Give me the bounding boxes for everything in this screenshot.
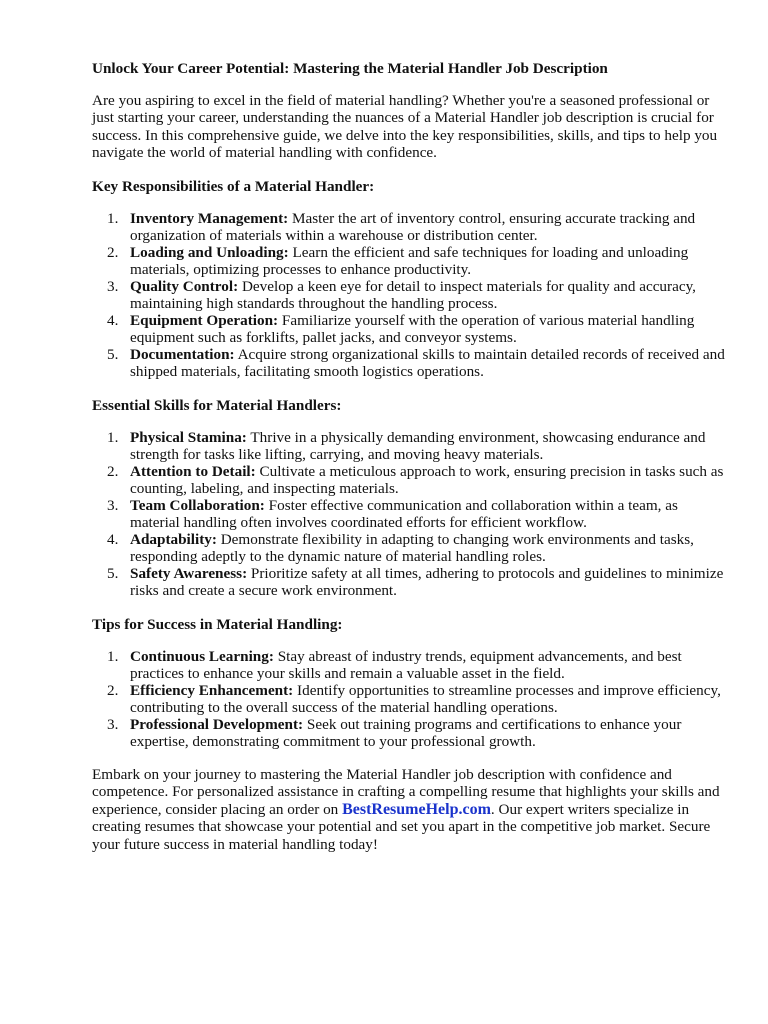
list-item: [92, 244, 728, 278]
list-term: Quality Control:: [130, 278, 239, 295]
list-text: Thrive in a physically demanding environment, showcasing endurance and strength for tasks like lifting, carrying, and moving heavy materials.: [130, 428, 706, 463]
list-term: Loading and Unloading:: [130, 243, 289, 261]
closing-text-before: Embark on your journey to mastering the Material Handler job description with confidence and competence. For personalized assistance in crafting a compelling resume that highlights your skills and experience, consider placing an order on: [92, 766, 720, 818]
list-term: Professional Development:: [130, 715, 304, 733]
list-text: Seek out training programs and certifications to enhance your expertise, demonstrating commitment to your professional growth.: [130, 715, 682, 750]
list-text: Learn the efficient and safe techniques for loading and unloading materials, optimizing processes to enhance productivity.: [130, 243, 689, 278]
list-term: Team Collaboration:: [130, 496, 265, 514]
list-text: Identify opportunities to streamline processes and improve efficiency, contributing to the overall success of the material handling operations.: [130, 681, 721, 716]
list-item: [92, 429, 728, 463]
list-text: Demonstrate flexibility in adapting to changing work environments and tasks, responding adeptly to the dynamic nature of material handling roles.: [130, 531, 694, 566]
list-text: Develop a keen eye for detail to inspect materials for quality and accuracy, maintaining high standards throughout the handling process.: [130, 278, 696, 313]
list-text: Stay abreast of industry trends, equipment advancements, and best practices to enhance your skills and remain a valuable asset in the field.: [130, 647, 682, 682]
page-title: Unlock Your Career Potential: Mastering the Material Handler Job Description: [92, 60, 608, 77]
list-number: 5.: [107, 565, 119, 583]
bestresumehelp-link[interactable]: BestResumeHelp.com: [342, 800, 491, 818]
list-number: 2.: [107, 243, 119, 261]
list-text: Prioritize safety at all times, adhering to protocols and guidelines to minimize risks and create a secure work environment.: [130, 565, 724, 600]
list-item: [92, 463, 728, 497]
tips-list: [92, 648, 728, 751]
skills-heading: Essential Skills for Material Handlers:: [92, 396, 342, 414]
list-term: Equipment Operation:: [130, 312, 279, 330]
list-term: Continuous Learning:: [130, 647, 274, 665]
list-number: 2.: [107, 681, 119, 699]
list-term: Efficiency Enhancement:: [130, 681, 294, 699]
list-item: [92, 531, 728, 565]
list-number: 4.: [107, 312, 119, 330]
intro-paragraph: Are you aspiring to excel in the field of material handling? Whether you're a seasoned professional or just starting your career, understanding the nuances of a Material Handler job description is crucial for success. In this comprehensive guide, we delve into the key responsibilities, skills, and tips to help you navigate the world of material handling with confidence.: [92, 92, 718, 162]
list-item: [92, 312, 728, 346]
responsibilities-list: [92, 210, 728, 381]
list-item: [92, 346, 728, 380]
list-text: Cultivate a meticulous approach to work, ensuring precision in tasks such as counting, labeling, and inspecting materials.: [130, 462, 724, 497]
list-term: Adaptability:: [130, 531, 217, 549]
list-item: [92, 497, 728, 531]
list-item: [92, 716, 728, 750]
list-item: [92, 682, 728, 716]
list-item: [92, 648, 728, 682]
list-number: 3.: [107, 496, 119, 514]
list-item: [92, 565, 728, 599]
responsibilities-heading: Key Responsibilities of a Material Handler:: [92, 177, 375, 195]
list-number: 1.: [107, 647, 119, 665]
list-item: [92, 278, 728, 312]
list-text: Master the art of inventory control, ensuring accurate tracking and organization of materials within a warehouse or distribution center.: [130, 209, 696, 244]
list-text: Acquire strong organizational skills to maintain detailed records of received and shipped materials, facilitating smooth logistics operations.: [130, 346, 725, 381]
list-item: [92, 210, 728, 244]
list-text: Familiarize yourself with the operation of various material handling equipment such as forklifts, pallet jacks, and conveyor systems.: [130, 312, 695, 347]
list-term: Physical Stamina:: [130, 428, 247, 446]
closing-paragraph: [92, 766, 728, 853]
list-term: Attention to Detail:: [130, 462, 256, 480]
closing-text-after: . Our expert writers specialize in creating resumes that showcase your potential and set you apart in the competitive job market. Secure your future success in material handling today!: [92, 800, 711, 853]
list-term: Inventory Management:: [130, 209, 289, 227]
list-number: 3.: [107, 715, 119, 733]
list-number: 2.: [107, 462, 119, 480]
list-number: 4.: [107, 531, 119, 549]
tips-heading: Tips for Success in Material Handling:: [92, 615, 343, 633]
list-term: Documentation:: [130, 346, 235, 364]
list-text: Foster effective communication and collaboration within a team, as material handling often involves coordinated efforts for efficient workflow.: [130, 496, 678, 532]
list-number: 1.: [107, 209, 119, 227]
skills-list: [92, 429, 728, 600]
list-number: 5.: [107, 346, 119, 364]
list-number: 1.: [107, 428, 119, 446]
list-term: Safety Awareness:: [130, 565, 248, 583]
list-number: 3.: [107, 278, 119, 295]
